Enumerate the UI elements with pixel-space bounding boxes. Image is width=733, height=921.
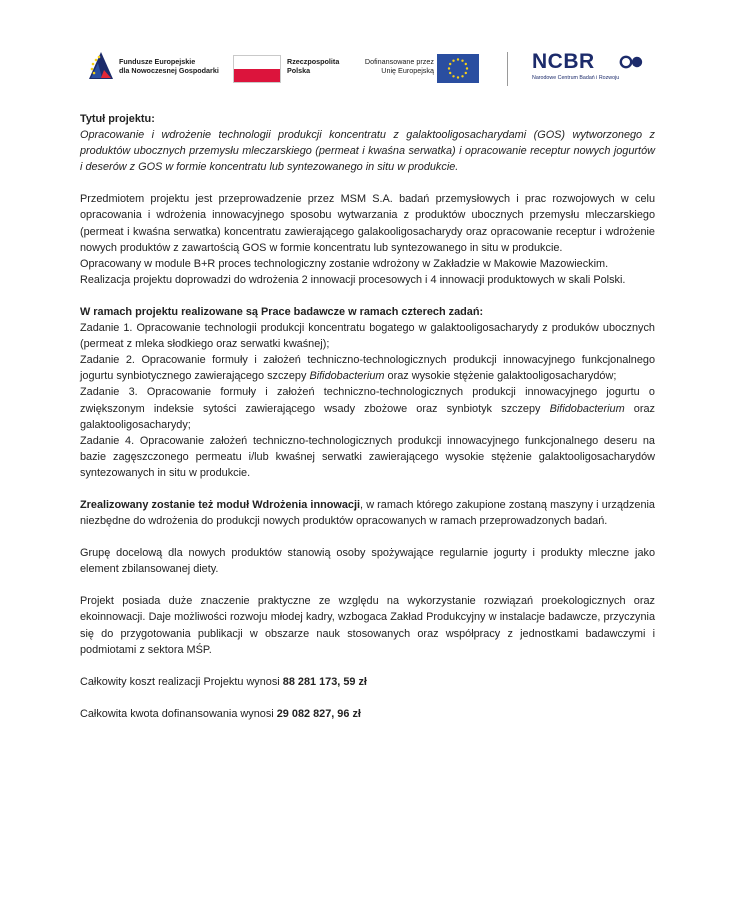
task-3: Zadanie 3. Opracowanie formuły i założeń techniczno-technologicznych produkcji innowacyjnego jogurtu o zwiększonym indeksie sytości zawierającego wsady zbożowe oraz synbiotyk szczepy Bifidobacterium oraz galaktooligosacharydy; — [80, 386, 655, 431]
intro-paragraph: Przedmiotem projektu jest przeprowadzenie przez MSM S.A. badań przemysłowych i prac rozwojowych w celu opracowania i wdrożenia innowacyjnego sposobu wytwarzania z produktów ubocznych przemysłu mleczarskiego (permeat i kwaśna serwatka) koncentratu zawierającego galakooligosacharydy oraz opracowanie receptur i wdrożenie nowych produktów z zawartością GOS w formie koncentratu lub syntezowanego in situ w produkcie. — [80, 193, 655, 254]
implementation-paragraph: Zrealizowany zostanie też moduł Wdrożenia innowacji, w ramach którego zakupione zostaną maszyny i urządzenia niezbędne do wdrożenia do produkcji nowych produktów opracowanych w ramach przeprowadzonych badań. — [80, 498, 655, 528]
task-1: Zadanie 1. Opracowanie technologii produkcji koncentratu bogatego w galaktooligosacharydy z produków ubocznych (permeat z mleka słodkiego oraz serwatki kwaśnej); — [80, 322, 655, 351]
task-2: Zadanie 2. Opracowanie formuły i założeń techniczno-technologicznych produkcji innowacyjnego funkcjonalnego jogurtu synbiotycznego zawierającego szczepy Bifidobacterium oraz wysokie stężenie galaktooligosacharydów; — [80, 354, 655, 383]
intro-line-2: Opracowany w module B+R proces technologiczny zostanie wdrożony w Zakładzie w Makowie Mazowieckim. — [80, 257, 609, 270]
total-funding: Całkowita kwota dofinansowania wynosi 29 082 827, 96 zł — [80, 707, 361, 720]
total-cost: Całkowity koszt realizacji Projektu wynosi 88 281 173, 59 zł — [80, 675, 367, 688]
task-4: Zadanie 4. Opracowanie założeń techniczno-technologicznych produkcji innowacyjnego funkcjonalnego deseru na bazie zagęszczonego permeatu i/lub kwaśnej serwatki zawierającego wysokie stężenie galaktooligosacharydów syntezowanych in situ w produkcie. — [80, 434, 655, 479]
logo-bar — [87, 48, 649, 90]
logo-separator — [507, 52, 508, 86]
tasks-heading: W ramach projektu realizowane są Prace badawcze w ramach czterech zadań: — [80, 305, 484, 318]
significance-paragraph: Projekt posiada duże znaczenie praktyczne ze względu na wykorzystanie rozwiązań proekologicznych oraz ekoinnowacji. Daje możliwości rozwoju młodej kadry, wzbogaca Zakład Produkcyjny w instalacje badawcze, przyczynia się do przygotowania publikacji w obszarze nauk stosowanych oraz współpracy z jednostkami badawczymi i podmiotami z sektora MŚP. — [80, 595, 655, 656]
fundusze-europejskie-text: Fundusze Europejskie dla Nowoczesnej Gospodarki — [119, 57, 219, 75]
project-title: Opracowanie i wdrożenie technologii produkcji koncentratu z galaktooligosacharydami (GOS) wytworzonego z produktów ubocznych przemysłu mleczarskiego (permeat i kwaśna serwatka) i opracowanie receptur nowych jogurtów i deserów z GOS w formie koncentratu lub syntezowanego in situ w produkcie. — [80, 129, 655, 174]
ncbr-logo-text: NCBR — [532, 50, 595, 73]
polish-flag-icon — [233, 55, 281, 83]
intro-line-3: Realizacja projektu doprowadzi do wdrożenia 2 innowacji procesowych i 4 innowacji produktowych w skali Polski. — [80, 273, 626, 286]
document-body — [80, 111, 655, 722]
rzeczpospolita-polska-text: Rzeczpospolita Polska — [287, 57, 340, 75]
project-title-label: Tytuł projektu: — [80, 113, 155, 125]
ncbr-subtitle: Narodowe Centrum Badań i Rozwoju — [532, 75, 620, 81]
ncbr-logo-mark-icon — [619, 55, 645, 69]
eu-flag-icon — [437, 54, 479, 83]
eu-cofunding-text: Dofinansowane przez Unię Europejską — [364, 57, 434, 75]
fundusze-europejskie-logo-icon — [87, 51, 115, 81]
target-group-paragraph: Grupę docelową dla nowych produktów stanowią osoby spożywające regularnie jogurty i produkty mleczne jako element zbilansowanej diety. — [80, 547, 655, 576]
